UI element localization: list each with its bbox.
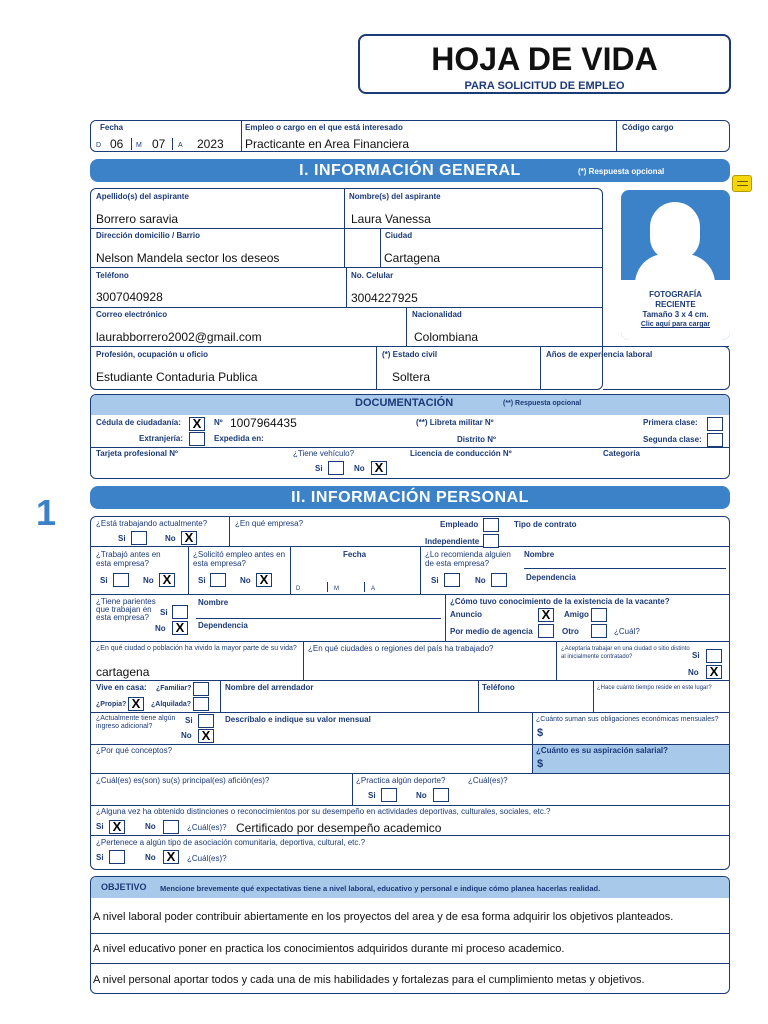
fecha-solicitud-a: A — [371, 586, 376, 592]
propia-checkbox[interactable]: X — [128, 697, 144, 711]
solicito-label: ¿Solicitó empleo antes en esta empresa? — [193, 550, 286, 568]
arrendador-telefono-label: Teléfono — [482, 683, 515, 692]
distinciones-no-label: No — [145, 822, 156, 831]
aspiracion-dollar: $ — [537, 758, 544, 770]
ciudades-trabajado-label: ¿En qué ciudades o regiones del país ha trabajado? — [308, 644, 494, 653]
distrito-label: Distrito Nº — [457, 435, 496, 444]
obligaciones-dollar: $ — [537, 727, 544, 739]
objetivo-description: Mencione brevemente qué expectativas tiene a nivel laboral, educativo y personal e indique cómo planea hacerlas realidad. — [160, 884, 601, 893]
solicito-no-label: No — [240, 576, 251, 585]
section-1-note: (*) Respuesta opcional — [578, 167, 665, 176]
vehiculo-no-checkbox[interactable]: X — [371, 461, 387, 475]
profesion-field[interactable]: Estudiante Contaduria Publica — [96, 370, 258, 384]
nombres-label: Nombre(s) del aspirante — [349, 192, 441, 201]
fecha-solicitud-label: Fecha — [343, 550, 367, 559]
aceptaria-no-checkbox[interactable]: X — [706, 665, 722, 679]
amigo-checkbox[interactable] — [591, 608, 607, 622]
segunda-clase-label: Segunda clase: — [643, 435, 702, 444]
section-1-title: I. INFORMACIÓN GENERAL — [299, 162, 521, 179]
recomienda-no-checkbox[interactable] — [491, 573, 507, 587]
asociacion-label: ¿Pertenece a algún tipo de asociación comunitaria, deportiva, cultural, etc.? — [96, 838, 366, 847]
ciudad-label: Ciudad — [385, 231, 413, 240]
arrendador-label: Nombre del arrendador — [225, 683, 314, 692]
vehiculo-si-checkbox[interactable] — [328, 461, 344, 475]
m-label: M — [136, 142, 142, 149]
estado-civil-field[interactable]: Soltera — [392, 370, 431, 384]
trabajo-antes-si-checkbox[interactable] — [113, 573, 129, 587]
vive-label: Vive en casa: — [96, 683, 147, 692]
asociacion-no-label: No — [145, 853, 156, 862]
independiente-label: Independiente — [425, 537, 480, 546]
anuncio-label: Anuncio — [450, 610, 482, 619]
photo-upload-link[interactable]: Clic aquí para cargar — [640, 321, 711, 328]
empleado-label: Empleado — [440, 520, 479, 529]
familiar-checkbox[interactable] — [193, 682, 209, 696]
apellidos-field[interactable]: Borrero saravia — [96, 212, 179, 226]
conocimiento-label: ¿Cómo tuvo conocimiento de la existencia de la vacante? — [450, 597, 670, 606]
direccion-label: Dirección domicilio / Barrio — [96, 231, 201, 240]
profesion-label: Profesión, ocupación u oficio — [96, 350, 209, 359]
recomienda-si-checkbox[interactable] — [444, 573, 460, 587]
asociacion-cuales-label: ¿Cuál(es)? — [187, 854, 227, 863]
deporte-no-checkbox[interactable] — [433, 788, 449, 802]
cedula-no-label: Nº — [214, 418, 223, 427]
ingreso-no-checkbox[interactable]: X — [198, 729, 214, 743]
aficion-label: ¿Cuál(es) es(son) su(s) principal(es) afición(es)? — [96, 776, 270, 785]
asociacion-no-checkbox[interactable]: X — [163, 850, 179, 864]
direccion-field[interactable]: Nelson Mandela sector los deseos — [96, 251, 280, 265]
trabajo-antes-label: ¿Trabajó antes en esta empresa? — [96, 550, 161, 568]
photo-label-3: Tamaño 3 x 4 cm. — [642, 310, 709, 319]
nacionalidad-field[interactable]: Colombiana — [414, 330, 479, 344]
empleo-label: Empleo o cargo en el que está interesado — [245, 123, 403, 132]
ciudad-vivido-label: ¿En qué ciudad o población ha vivido la mayor parte de su vida? — [96, 645, 297, 652]
deporte-label: ¿Practica algún deporte? — [356, 776, 446, 785]
trabajo-antes-no-checkbox[interactable]: X — [159, 573, 175, 587]
telefono-field[interactable]: 3007040928 — [96, 290, 163, 304]
deporte-cuales-label: ¿Cuál(es)? — [468, 776, 508, 785]
nombres-field[interactable]: Laura Vanessa — [351, 212, 431, 226]
estado-civil-label: (*) Estado civil — [382, 350, 438, 359]
distinciones-cuales-label: ¿Cuál(es)? — [187, 823, 227, 832]
expedida-label: Expedida en: — [214, 434, 264, 443]
documentacion-note: (**) Respuesta opcional — [503, 400, 582, 407]
independiente-checkbox[interactable] — [483, 534, 499, 548]
documentacion-title: DOCUMENTACIÓN — [355, 397, 454, 409]
distinciones-si-label: Si — [96, 822, 104, 831]
fecha-solicitud-m: M — [334, 586, 339, 592]
licencia-label: Licencia de conducción Nº — [410, 449, 512, 458]
solicito-si-label: Si — [198, 576, 206, 585]
recomienda-label: ¿Lo recomienda alguien de esta empresa? — [425, 550, 511, 568]
asociacion-si-checkbox[interactable] — [109, 850, 125, 864]
solicito-si-checkbox[interactable] — [210, 573, 226, 587]
anuncio-checkbox[interactable]: X — [538, 608, 554, 622]
ingreso-no-label: No — [181, 731, 192, 740]
trabajando-no-checkbox[interactable]: X — [181, 531, 197, 545]
obligaciones-label: ¿Cuánto suman sus obligaciones económicas mensuales? — [536, 716, 719, 723]
photo-upload[interactable] — [621, 190, 730, 340]
vehiculo-si-label: Si — [315, 464, 323, 473]
parientes-dependencia-label: Dependencia — [198, 621, 248, 630]
correo-field[interactable]: laurabborrero2002@gmail.com — [96, 330, 262, 344]
fecha-year[interactable]: 2023 — [197, 137, 224, 151]
telefono-label: Teléfono — [96, 271, 129, 280]
aspiracion-label: ¿Cuánto es su aspiración salarial? — [536, 746, 669, 755]
recomienda-nombre-label: Nombre — [524, 550, 555, 559]
categoria-label: Categoría — [603, 449, 640, 458]
agencia-checkbox[interactable] — [538, 624, 554, 638]
conceptos-label: ¿Por qué conceptos? — [96, 746, 173, 755]
page-subtitle: PARA SOLICITUD DE EMPLEO — [464, 80, 625, 92]
ingreso-si-checkbox[interactable] — [198, 714, 214, 728]
parientes-no-checkbox[interactable]: X — [172, 621, 188, 635]
libreta-label: (**) Libreta militar Nº — [416, 418, 494, 427]
recomienda-si-label: Si — [431, 576, 439, 585]
fecha-day[interactable]: 06 — [110, 137, 124, 151]
objetivo-laboral[interactable]: A nivel laboral poder contribuir abiertamente en los proyectos del area y de esa forma adquirir los objetivos planteados. — [93, 911, 674, 923]
recomienda-no-label: No — [475, 576, 486, 585]
experiencia-label: Años de experiencia laboral — [546, 350, 653, 359]
vehiculo-label: ¿Tiene vehículo? — [293, 449, 355, 458]
d-label: D — [96, 142, 102, 149]
recomienda-dependencia-label: Dependencia — [526, 573, 576, 582]
codigo-label: Código cargo — [622, 123, 674, 132]
photo-label-2: RECIENTE — [655, 300, 696, 309]
celular-field[interactable]: 3004227925 — [351, 291, 418, 305]
vehiculo-no-label: No — [354, 464, 365, 473]
a-label: A — [178, 142, 183, 149]
aceptaria-si-label: Si — [692, 651, 700, 660]
otro-checkbox[interactable] — [591, 624, 607, 638]
extranjeria-checkbox[interactable] — [189, 432, 205, 446]
fecha-month[interactable]: 07 — [152, 137, 166, 151]
nacionalidad-label: Nacionalidad — [412, 310, 462, 319]
cedula-label: Cédula de ciudadanía: — [96, 418, 181, 427]
amigo-label: Amigo — [564, 610, 589, 619]
aceptaria-no-label: No — [688, 668, 699, 677]
distinciones-no-checkbox[interactable] — [163, 820, 179, 834]
familiar-label: ¿Familiar? — [156, 685, 192, 692]
person-icon — [650, 202, 700, 260]
fecha-solicitud-d: D — [296, 586, 301, 592]
deporte-si-checkbox[interactable] — [381, 788, 397, 802]
page-number: 1 — [36, 492, 57, 533]
objetivo-title: OBJETIVO — [101, 882, 147, 892]
otro-label: Otro — [562, 627, 579, 636]
objetivo-personal[interactable]: A nivel personal aportar todos y cada una de mis habilidades y fortalezas para el cumplimiento metas y objetivos. — [93, 974, 645, 986]
section-2-banner — [90, 486, 730, 509]
primera-clase-label: Primera clase: — [643, 418, 698, 427]
personal-info-panel — [90, 516, 730, 870]
ciudad-vivido-field[interactable]: cartagena — [96, 665, 150, 679]
parientes-nombre-label: Nombre — [198, 598, 229, 607]
solicito-no-checkbox[interactable]: X — [256, 573, 272, 587]
title-box — [358, 34, 731, 94]
cedula-checkbox[interactable]: X — [189, 417, 205, 431]
alquilada-label: ¿Alquilada? — [151, 701, 192, 708]
correo-label: Correo electrónico — [96, 310, 168, 319]
tarjeta-label: Tarjeta profesional Nº — [96, 449, 178, 458]
agencia-label: Por medio de agencia — [450, 627, 533, 636]
extranjeria-label: Extranjería: — [139, 434, 184, 443]
parientes-label: ¿Tiene parientes que trabajan en esta empresa? — [96, 597, 156, 622]
ciudad-field[interactable]: Cartagena — [384, 251, 441, 265]
ingreso-label: ¿Actualmente tiene algún ingreso adicional? — [96, 715, 176, 730]
objetivo-educativo[interactable]: A nivel educativo poner en practica los conocimientos adquiridos durante mi proceso academico. — [93, 943, 565, 955]
hace-cuanto-label: ¿Hace cuánto tiempo reside en este lugar? — [597, 685, 712, 691]
empresa-label: ¿En qué empresa? — [235, 519, 304, 528]
celular-label: No. Celular — [351, 271, 394, 280]
aceptaria-si-checkbox[interactable] — [706, 649, 722, 663]
propia-label: ¿Propia? — [96, 701, 127, 708]
parientes-no-label: No — [155, 624, 166, 633]
deporte-no-label: No — [416, 791, 427, 800]
distinciones-label: ¿Alguna vez ha obtenido distinciones o reconocimientos por su desempeño en actividades deportivas, culturales, sociales, etc.? — [96, 807, 551, 816]
trabajando-si-checkbox[interactable] — [131, 531, 147, 545]
distinciones-si-checkbox[interactable]: X — [109, 820, 125, 834]
contrato-label: Tipo de contrato — [514, 520, 577, 529]
ingreso-si-label: Si — [185, 716, 193, 725]
empleo-value[interactable]: Practicante en Area Financiera — [245, 137, 410, 151]
alquilada-checkbox[interactable] — [193, 697, 209, 711]
describalo-label: Descríbalo e indique su valor mensual — [225, 715, 371, 724]
cedula-field[interactable]: 1007964435 — [230, 416, 297, 430]
segunda-clase-checkbox[interactable] — [707, 433, 723, 447]
trabajo-antes-si-label: Si — [100, 576, 108, 585]
section-1-banner — [90, 159, 730, 182]
fecha-label: Fecha — [100, 123, 124, 132]
parientes-si-checkbox[interactable] — [172, 605, 188, 619]
otro-cual-label: ¿Cuál? — [614, 627, 640, 636]
parientes-si-label: Si — [160, 608, 168, 617]
trabajando-no-label: No — [165, 534, 176, 543]
apellidos-label: Apellido(s) del aspirante — [96, 192, 189, 201]
trabajando-si-label: Si — [118, 534, 126, 543]
trabajo-antes-no-label: No — [143, 576, 154, 585]
aceptaria-label: ¿Aceptaría trabajar en una ciudad o sitio distinto al inicialmente contratado? — [561, 646, 690, 660]
photo-label-1: FOTOGRAFÍA — [649, 290, 702, 299]
empleado-checkbox[interactable] — [483, 518, 499, 532]
trabajando-label: ¿Está trabajando actualmente? — [96, 519, 208, 528]
distinciones-field[interactable]: Certificado por desempeño academico — [236, 821, 442, 835]
deporte-si-label: Si — [368, 791, 376, 800]
page-title: HOJA DE VIDA — [431, 41, 658, 77]
section-2-title: II. INFORMACIÓN PERSONAL — [291, 489, 529, 506]
asociacion-si-label: Si — [96, 853, 104, 862]
comment-icon[interactable] — [732, 175, 752, 192]
primera-clase-checkbox[interactable] — [707, 417, 723, 431]
